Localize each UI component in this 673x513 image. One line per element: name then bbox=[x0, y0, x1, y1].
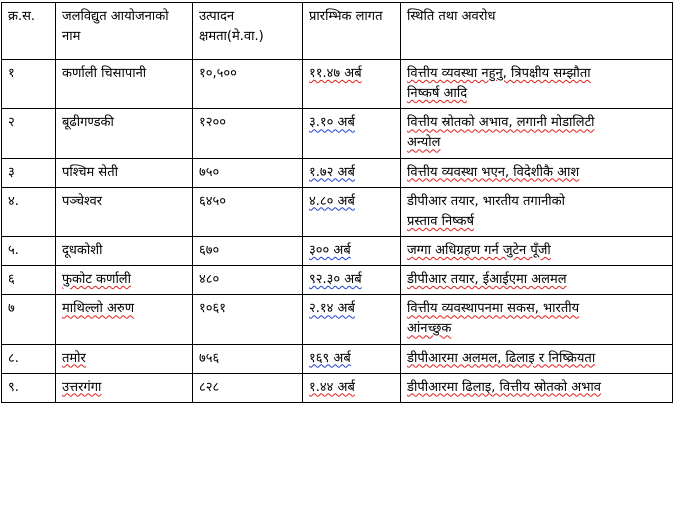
cell-project-name-text: तमोर bbox=[62, 350, 86, 366]
cell-project-name bbox=[56, 266, 193, 295]
cell-cost bbox=[303, 344, 401, 373]
cell-status-line: निष्कर्ष आदि bbox=[407, 86, 468, 102]
cell-status bbox=[401, 187, 673, 236]
table-header-row bbox=[2, 3, 673, 60]
cell-cost-text: १.४४ अर्ब bbox=[309, 379, 355, 395]
cell-status-line: डीपीआर तयार, ईआईएमा अलमल bbox=[407, 272, 567, 288]
column-header-serial bbox=[2, 3, 56, 60]
table-row bbox=[2, 109, 673, 158]
cell-cost bbox=[303, 60, 401, 109]
cell-capacity: ८२८ bbox=[193, 373, 303, 402]
column-header-project-name bbox=[56, 3, 193, 60]
cell-status bbox=[401, 295, 673, 344]
table-row bbox=[2, 295, 673, 344]
table-row bbox=[2, 266, 673, 295]
cell-cost bbox=[303, 109, 401, 158]
cell-status bbox=[401, 344, 673, 373]
cell-cost-text: २.१४ अर्ब bbox=[309, 301, 355, 317]
cell-status-line: वित्तीय स्रोतको अभाव, लगानी मोडालिटी bbox=[407, 115, 595, 131]
cell-project-name bbox=[56, 373, 193, 402]
cell-capacity: ६४५० bbox=[193, 187, 303, 236]
cell-project-name bbox=[56, 295, 193, 344]
cell-status-line: डीपीआर तयार, भारतीय तगानीको bbox=[407, 193, 566, 209]
table-row bbox=[2, 187, 673, 236]
cell-cost bbox=[303, 295, 401, 344]
cell-status-line: आंनच्छुक bbox=[407, 321, 452, 337]
cell-capacity: ४८० bbox=[193, 266, 303, 295]
cell-serial: ८. bbox=[2, 344, 56, 373]
cell-serial: ६ bbox=[2, 266, 56, 295]
cell-capacity: ७५० bbox=[193, 158, 303, 187]
cell-status bbox=[401, 158, 673, 187]
cell-status-line: जग्गा अधिग्रहण गर्न जुटेन पूँजी bbox=[407, 242, 551, 258]
column-header-capacity bbox=[193, 3, 303, 60]
cell-status-line: डीपीआरमा ढिलाइ, वित्तीय स्रोतको अभाव bbox=[407, 379, 601, 395]
cell-cost bbox=[303, 373, 401, 402]
cell-cost-text: ४.८० अर्ब bbox=[309, 193, 355, 209]
cell-project-name-text: फुकोट कर्णाली bbox=[62, 272, 131, 288]
table-row bbox=[2, 236, 673, 265]
cell-cost bbox=[303, 158, 401, 187]
cell-capacity: १०,५०० bbox=[193, 60, 303, 109]
cell-project-name-text: माथिल्लो अरुण bbox=[62, 301, 135, 317]
document-page bbox=[0, 2, 673, 513]
column-header-status bbox=[401, 3, 673, 60]
column-header-capacity-label: उत्पादन क्षमता(मे.वा.) bbox=[199, 9, 264, 44]
column-header-serial-label: क्र.स. bbox=[8, 9, 36, 24]
cell-cost bbox=[303, 236, 401, 265]
cell-status bbox=[401, 266, 673, 295]
cell-status bbox=[401, 109, 673, 158]
cell-cost bbox=[303, 187, 401, 236]
cell-status-line: वित्तीय व्यवस्था भएन, विदेशीकै आश bbox=[407, 164, 580, 180]
hydropower-projects-table bbox=[1, 2, 673, 403]
cell-status bbox=[401, 60, 673, 109]
cell-project-name: बूढीगण्डकी bbox=[56, 109, 193, 158]
cell-serial: २ bbox=[2, 109, 56, 158]
cell-project-name: कर्णाली चिसापानी bbox=[56, 60, 193, 109]
table-body bbox=[2, 60, 673, 403]
cell-project-name: पश्चिम सेती bbox=[56, 158, 193, 187]
cell-cost-text: ९२.३० अर्ब bbox=[309, 272, 362, 288]
cell-cost-text: ११.४७ अर्ब bbox=[309, 66, 362, 81]
table-header bbox=[2, 3, 673, 60]
cell-cost-text: ३.१० अर्ब bbox=[309, 115, 355, 131]
cell-status-line: प्रस्ताव निष्कर्ष bbox=[407, 213, 475, 229]
cell-status-line: अन्योल bbox=[407, 135, 441, 151]
column-header-project-name-label: जलविद्युत आयोजनाको नाम bbox=[62, 9, 169, 44]
cell-project-name-text: उत्तरगंगा bbox=[62, 379, 102, 395]
cell-serial: ७ bbox=[2, 295, 56, 344]
cell-capacity: १०६१ bbox=[193, 295, 303, 344]
column-header-cost-label: प्रारम्भिक लागत bbox=[309, 9, 383, 24]
cell-status-line: वित्तीय व्यवस्थापनमा सकस, भारतीय bbox=[407, 301, 580, 317]
cell-serial: ४. bbox=[2, 187, 56, 236]
cell-status bbox=[401, 373, 673, 402]
cell-project-name: पञ्चेश्वर bbox=[56, 187, 193, 236]
cell-capacity: १२०० bbox=[193, 109, 303, 158]
cell-serial: ५. bbox=[2, 236, 56, 265]
cell-cost-text: १६९ अर्ब bbox=[309, 350, 351, 366]
cell-serial: ३ bbox=[2, 158, 56, 187]
table-row bbox=[2, 373, 673, 402]
table-row bbox=[2, 60, 673, 109]
cell-capacity: ६७० bbox=[193, 236, 303, 265]
cell-cost-text: १.७२ अर्ब bbox=[309, 164, 355, 180]
cell-serial: ९. bbox=[2, 373, 56, 402]
cell-serial: १ bbox=[2, 60, 56, 109]
cell-status-line: वित्तीय व्यवस्था नहुनु, त्रिपक्षीय सम्झौता bbox=[407, 66, 591, 81]
cell-project-name: दूधकोशी bbox=[56, 236, 193, 265]
table-row bbox=[2, 158, 673, 187]
cell-cost-text: ३०० अर्ब bbox=[309, 242, 351, 258]
table-row bbox=[2, 344, 673, 373]
column-header-status-label: स्थिति तथा अवरोध bbox=[407, 9, 496, 24]
column-header-cost bbox=[303, 3, 401, 60]
cell-project-name bbox=[56, 344, 193, 373]
cell-capacity: ७५६ bbox=[193, 344, 303, 373]
cell-status-line: डीपीआरमा अलमल, ढिलाइ र निष्क्रियता bbox=[407, 350, 596, 366]
cell-cost bbox=[303, 266, 401, 295]
cell-status bbox=[401, 236, 673, 265]
